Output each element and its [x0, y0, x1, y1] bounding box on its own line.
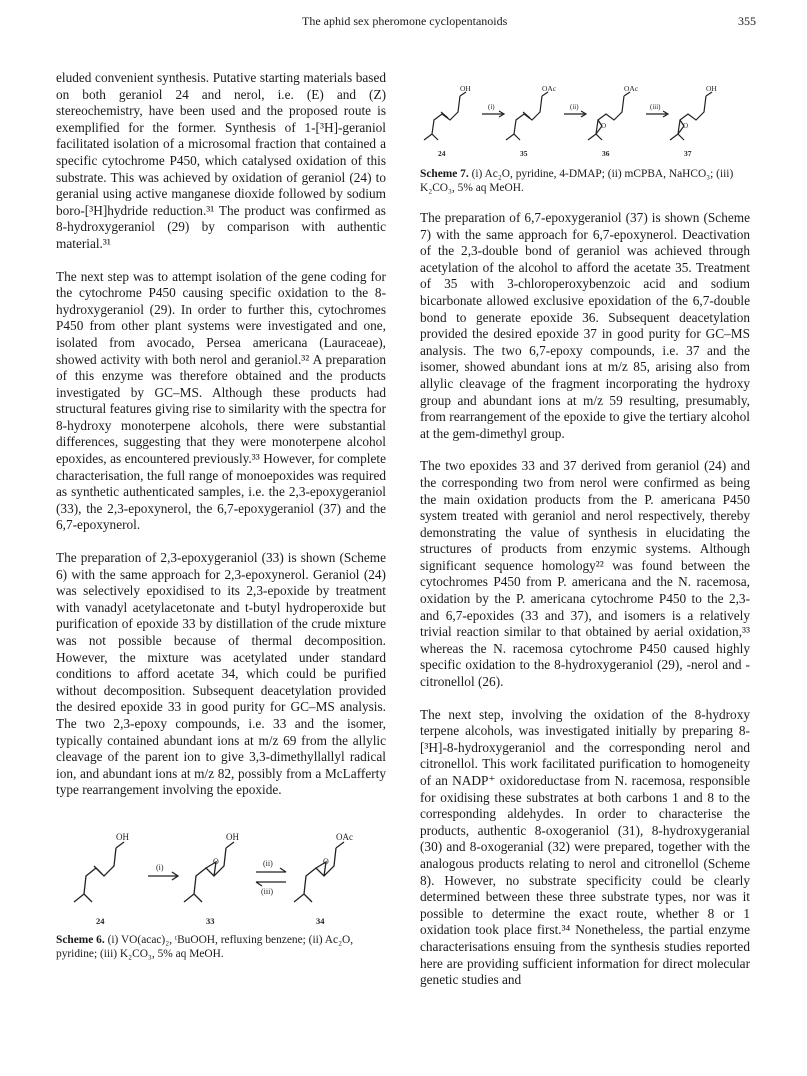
running-title: The aphid sex pheromone cyclopentanoids — [302, 14, 508, 28]
molecule-33 — [184, 842, 234, 902]
compound-number: 37 — [684, 149, 692, 158]
scheme-7-structures — [420, 84, 750, 164]
left-column — [56, 70, 386, 815]
compound-number: 34 — [316, 916, 325, 926]
molecule-36 — [588, 92, 630, 140]
molecule-34 — [294, 842, 344, 902]
caption-text: (i) Ac₂O, pyridine, 4-DMAP; (ii) mCPBA, NaHCO₃; (iii) K₂CO₃, 5% aq MeOH. — [420, 168, 734, 194]
step-label: (iii) — [650, 103, 661, 111]
epoxide-oxygen: O — [213, 857, 219, 866]
group-label: OH — [706, 84, 717, 93]
group-label: OAc — [624, 84, 639, 93]
step-label: (iii) — [261, 887, 273, 896]
caption-label: Scheme 7. — [420, 168, 469, 180]
scheme-7 — [420, 84, 750, 195]
page-header — [56, 14, 756, 32]
paragraph: The preparation of 6,7-epoxygeraniol (37) is shown (Scheme 7) with the same approach for 6,7-epoxynerol. Deactivation of the 2,3-double bond of geraniol was achieved through acetylation of the alcohol to afford the acetate 35. Treatment of 35 with 3-chloroperoxybenzoic acid and sodium bicarbonate allowed exclusive epoxidation of the 6,7-double bond to generate epoxide 36. Subsequent deacetylation provided the desired epoxide 37 in good purity for GC–MS analysis. The two 6,7-epoxy compounds, i.e. 37 and the isomer, showed abundant ions at m/z 85, arising also from allylic cleavage of the fragment incorporating the hydroxy group and abundant ions at m/z 59 resulting, presumably, from rearrangement of the epoxide to give the tertiary alcohol at the gem-dimethyl group. — [420, 210, 750, 441]
molecule-35 — [506, 92, 548, 140]
molecule-37 — [670, 92, 712, 140]
paragraph: The two epoxides 33 and 37 derived from geraniol (24) and the corresponding two from nerol were confirmed as being the main oxidation products from the P. americana P450 system treated with geraniol and nerol respectively, thereby demonstrating the value of synthesis in elucidating the structures of products from enzymic systems. Although significant sequence homology²² was found between the cytochromes P450 from P. americana and the N. racemosa, oxidation by the P. americana cytochrome P450 to the 2,3- and 6,7-epoxides (33 and 37), and isomers is a relatively trivial reaction similar to that obtained by aerial oxidation,³³ whereas the N. racemosa cytochrome P450 caused highly specific oxidation to the 8-hydroxygeraniol (29), -nerol and -citronellol (26). — [420, 458, 750, 690]
compound-number: 33 — [206, 916, 215, 926]
compound-number: 35 — [520, 149, 528, 158]
compound-number: 36 — [602, 149, 610, 158]
molecule-24 — [424, 92, 466, 140]
caption-text: (i) VO(acac)₂, ᵗBuOOH, refluxing benzene; (ii) Ac₂O, pyridine; (iii) K₂CO₃, 5% aq MeOH. — [56, 934, 354, 960]
group-label: OH — [116, 832, 129, 842]
scheme-6 — [56, 828, 386, 998]
paragraph: The next step was to attempt isolation of the gene coding for the cytochrome P450 causing specific oxidation to the 8-hydroxygeraniol (29). In order to further this, cytochromes P450 from other plant systems were investigated and one, isolated from avocado, Persea americana (Lauraceae), showed activity with both nerol and geraniol.³² A preparation of this enzyme was therefore obtained and the products investigated by GC–MS. Although these products had structural features giving rise to similarity with the spectra for 8-hydroxy monoterpene alcohols, there were substantial differences, suggesting that they were monoterpene alcohol epoxides, as encountered previously.³³ However, for complete characterisation, the full range of monoepoxides was required as synthetic authenticated samples, i.e. the 2,3-epoxygeraniol (33), the 2,3-epoxynerol, the 6,7-epoxygeraniol (37) and the 6,7-epoxynerol. — [56, 268, 386, 533]
epoxide-oxygen: O — [323, 857, 329, 866]
step-label: (i) — [156, 863, 164, 872]
molecule-24 — [74, 842, 124, 902]
scheme-6-structures — [56, 828, 386, 998]
compound-number: 24 — [438, 149, 446, 158]
step-label: (ii) — [263, 859, 273, 868]
compound-number: 24 — [96, 916, 105, 926]
page-number: 355 — [738, 14, 756, 28]
group-label: OH — [226, 832, 239, 842]
right-column — [420, 210, 750, 1005]
group-label: OAc — [542, 84, 557, 93]
group-label: OAc — [336, 832, 353, 842]
caption-label: Scheme 6. — [56, 934, 105, 946]
step-label: (ii) — [570, 103, 579, 111]
epoxide-oxygen: O — [601, 122, 607, 130]
paragraph: The preparation of 2,3-epoxygeraniol (33) is shown (Scheme 6) with the same approach for 2,3-epoxynerol. Geraniol (24) was selectively epoxidised to its 2,3-epoxide by treatment with vanadyl acetylacetonate and t-butyl hydroperoxide but purification of epoxide 33 by distillation of the crude mixture was not possible because of thermal decomposition. However, the mixture was acetylated under standard conditions to afford acetate 34, which could be purified without decomposition. Subsequent deacetylation provided the desired epoxide 33 in good purity for GC–MS analysis. The two 2,3-epoxy compounds, i.e. 33 and the isomer, typically contained abundant ions at m/z 69 from the allylic cleavage of the parent ion to give 3,3-dimethyllallyl radical ion, and abundant ions at m/z 82, possibly from a McLafferty type rearrangement involving the epoxide. — [56, 550, 386, 798]
step-label: (i) — [488, 103, 495, 111]
scheme-6-caption — [56, 934, 386, 961]
paragraph: The next step, involving the oxidation of the 8-hydroxy terpene alcohols, was investigated initially by preparing 8-[³H]-8-hydroxygeraniol and the corresponding nerol and citronellol. This work facilitated purification to homogeneity of an NADP⁺ oxidoreductase from N. racemosa, responsible for oxidising these substrates at both carbons 1 and 8 to the corresponding aldehydes. In order to characterise the products, authentic 8-oxogeraniol (31), 8-hydroxygeranial (30) and 8-oxogeranial (32) were prepared, together with the analogous products relating to nerol and citronellol (Scheme 8). However, no substrate specificity could be clearly determined between these three substrate types, nor was it possible to determine the exact route, whether 8 or 1 oxidation took place first.³⁴ Nonetheless, the partial enzyme characterisations ensuing from the synthesis studies reported here are providing sufficient information for direct molecular genetic studies and — [420, 706, 750, 988]
epoxide-oxygen: O — [683, 122, 689, 130]
paragraph: eluded convenient synthesis. Putative starting materials based on both geraniol 24 and nerol, i.e. (E) and (Z) stereochemistry, have been used and the proposed route is exemplified for the former. Synthesis of 1-[³H]-geraniol facilitated isolation of a microsomal fraction that contained a specific cytochrome P450, which catalysed oxidation of this substrate. This was achieved by oxidation of geraniol (24) to geranial using active manganese dioxide followed by sodium boro-[³H]hydride reduction.³¹ The product was confirmed as 8-hydroxygeraniol (29) by comparison with authentic material.³¹ — [56, 70, 386, 251]
group-label: OH — [460, 84, 471, 93]
scheme-7-caption — [420, 168, 750, 195]
